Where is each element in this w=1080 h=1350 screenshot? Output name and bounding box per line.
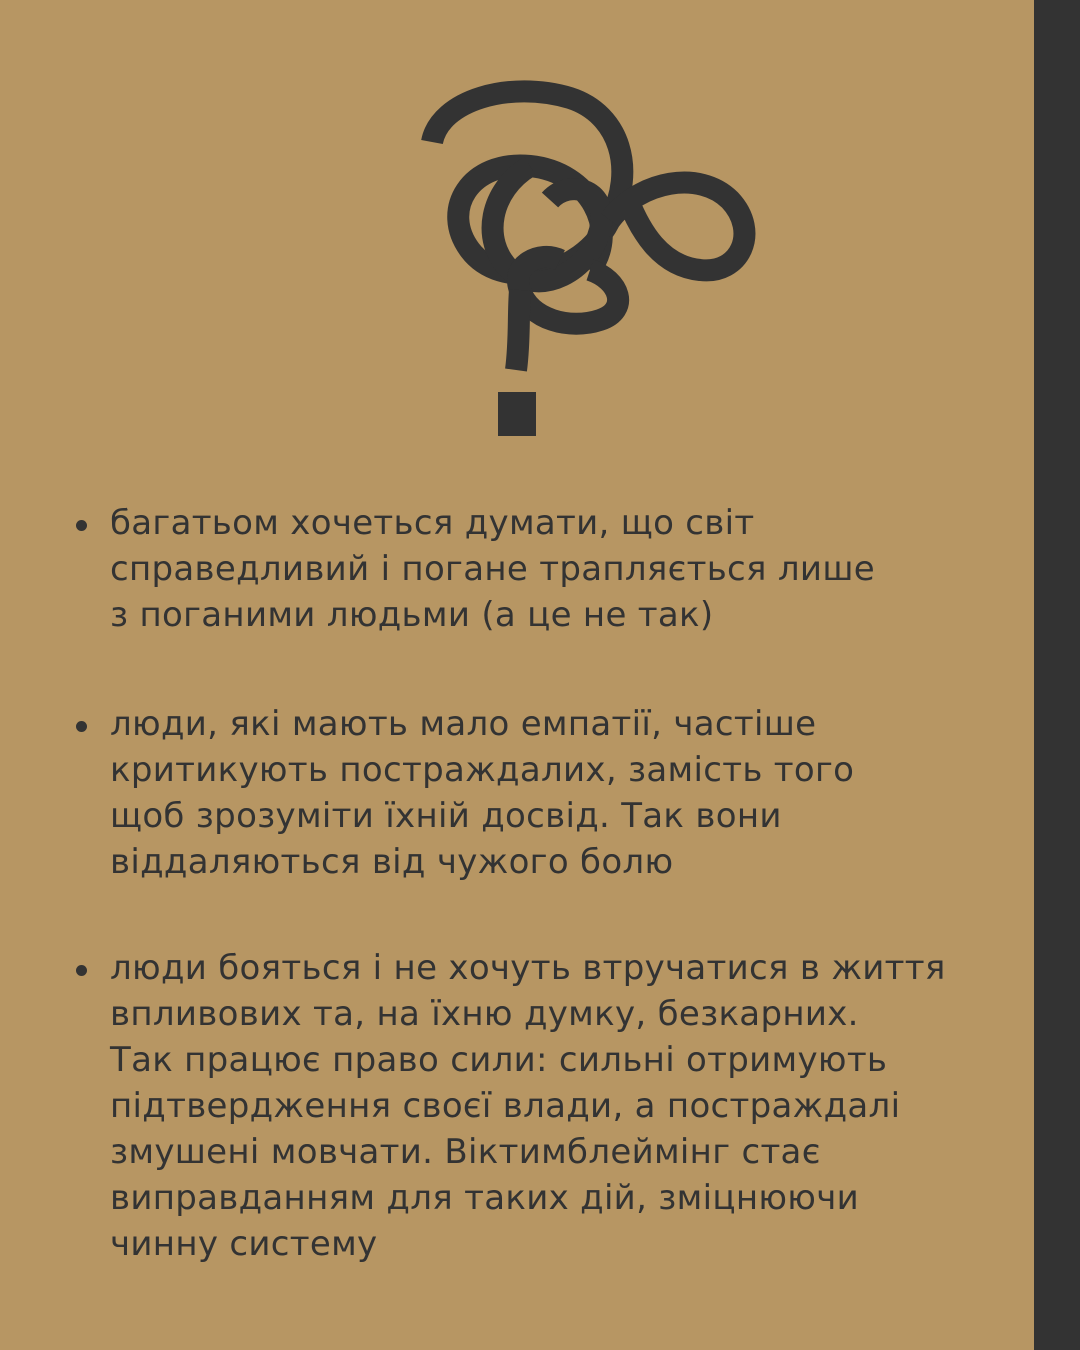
bullet-dot <box>76 721 87 732</box>
side-bar <box>1034 0 1080 1350</box>
bullet-text: багатьом хочеться думати, що світ справедливий і погане трапляється лише з поганими людьми (а це не так) <box>110 503 875 635</box>
bullet-text: люди, які мають мало емпатії, частіше критикують постраждалих, замість того щоб зрозуміти їхній досвід. Так вони віддаляються від чужого болю <box>110 704 855 882</box>
list-item <box>70 945 990 1267</box>
list-item <box>70 500 990 638</box>
bullet-dot <box>76 965 87 976</box>
list-item <box>70 701 990 885</box>
bullet-dot <box>76 520 87 531</box>
tangled-question-mark-icon <box>400 70 780 450</box>
bullet-text: люди бояться і не хочуть втручатися в життя впливових та, на їхню думку, безкарних. Так працює право сили: сильні отримують підтвердження своєї влади, а постраждалі змушені мовчати. Віктимблеймінг стає виправданням для таких дій, зміцнюючи чинну систему <box>110 948 946 1264</box>
